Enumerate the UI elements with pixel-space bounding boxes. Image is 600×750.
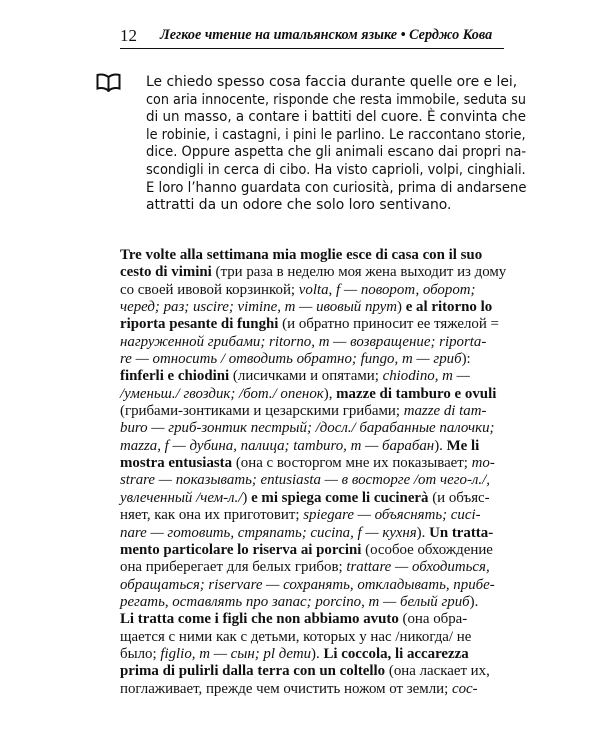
translation-text: ),	[323, 385, 337, 402]
italian-phrase: Li tratta come i figli che non abbiamo avuto	[120, 611, 399, 628]
vocabulary-note: chiodino, m —	[382, 368, 470, 385]
vocabulary-note: mazza, f — дубина, палица; tamburo, m — барабан	[120, 437, 435, 454]
commentary-line	[120, 247, 506, 264]
vocabulary-note: coc-	[451, 680, 478, 697]
italian-line: con aria innocente, risponde che resta immobile, seduta su	[146, 91, 526, 108]
translation-text: (она с восторгом мне их показывает;	[232, 455, 472, 472]
commentary-line	[120, 681, 506, 698]
commentary-line	[120, 334, 506, 351]
commentary-line	[120, 542, 506, 559]
translation-text: поглаживает, прежде чем очистить ножом от земли;	[120, 680, 452, 697]
commentary-line	[120, 629, 506, 646]
open-book-icon	[96, 72, 121, 92]
vocabulary-note: buro — гриб-зонтик пестрый; /досл./ барабанные палочки;	[120, 420, 495, 437]
commentary-line	[120, 663, 506, 680]
italian-phrase: mazze di tamburo e ovuli	[336, 385, 497, 402]
vocabulary-note: figlio, m — сын; pl дети	[160, 645, 312, 662]
commentary-line	[120, 611, 506, 628]
translation-text: няет, как она их приготовит;	[120, 507, 304, 524]
translation-text: щается с ними как с детьми, которых у нас /никогда/ не	[120, 628, 472, 645]
translation-text: ).	[416, 524, 430, 541]
commentary-line	[120, 282, 506, 299]
italian-phrase: e mi spiega come li cucinerà	[251, 489, 429, 506]
vocabulary-note: nare — готовить, стряпать; cucina, f — кухня	[120, 524, 417, 541]
translation-text: (лисичками и опятами;	[229, 368, 383, 385]
commentary-line	[120, 594, 506, 611]
vocabulary-note: увлеченный /чем-л./	[120, 489, 243, 506]
vocabulary-note: spiegare — объяснять; cuci-	[303, 507, 481, 524]
italian-phrase: mento particolare lo riserva ai porcini	[120, 541, 362, 558]
translation-text: (она обра-	[398, 611, 468, 628]
vocabulary-note: trattare — обходиться,	[346, 559, 490, 576]
translation-text: ).	[311, 645, 324, 662]
vocabulary-note: volta, f — поворот, оборот;	[298, 281, 476, 298]
italian-phrase: Li coccola, li accarezza	[323, 645, 469, 662]
page-number: 12	[120, 26, 137, 45]
page-header	[120, 24, 504, 49]
translation-text: ).	[469, 593, 479, 610]
italian-phrase: mostra entusiasta	[120, 455, 233, 472]
translation-text: (грибами-зонтиками и цезарскими грибами;	[120, 403, 404, 420]
commentary-line	[120, 490, 506, 507]
running-title: Легкое чтение на итальянском языке • Серджо Кова	[160, 27, 493, 43]
commentary-line	[120, 386, 506, 403]
translation-text: (особое обхождение	[361, 541, 493, 558]
translation-text: (и объяс-	[428, 489, 490, 506]
vocabulary-note: /уменьш./ гвоздик; /бот./ опенок	[120, 385, 324, 402]
vocabulary-note: черед; раз; uscire; vimine, m — ивовый прут	[120, 299, 398, 316]
italian-phrase: prima di pulirli dalla terra con un coltello	[120, 663, 386, 680]
commentary-line	[120, 438, 506, 455]
commentary-line	[120, 472, 506, 489]
translation-text: ).	[434, 437, 447, 454]
italian-phrase: Tre volte alla settimana mia moglie esce di casa con il suo	[120, 247, 483, 263]
translation-text: со своей ивовой корзинкой;	[120, 281, 299, 298]
translation-text: (три раза в неделю моя жена выходит из дому	[211, 264, 507, 281]
translation-text: она приберегает для белых грибов;	[120, 559, 347, 576]
italian-phrase: riporta pesante di funghi	[120, 316, 279, 333]
italian-line: le robinie, i castagni, i pini le parlino. Le raccontano storie,	[146, 126, 526, 143]
italian-line: E loro l’hanno guardata con curiosità, prima di andarsene	[146, 179, 527, 196]
vocabulary-note: обращаться; riservare — сохранять, откладывать, прибе-	[120, 576, 495, 593]
italian-paragraph	[146, 74, 526, 215]
commentary-line	[120, 368, 506, 385]
commentary-line	[120, 316, 506, 333]
italian-line: Le chiedo spesso cosa faccia durante quelle ore e lei,	[146, 74, 518, 90]
commentary-line	[120, 507, 506, 524]
vocabulary-note: нагруженной грибами; ritorno, m — возвращение; riporta-	[120, 333, 487, 350]
translation-text: ):	[461, 351, 471, 368]
vocabulary-note: mo-	[471, 455, 495, 472]
commentary-line	[120, 525, 506, 542]
italian-phrase: finferli e chiodini	[120, 368, 230, 385]
commentary-line	[120, 559, 506, 576]
translation-text: было;	[120, 645, 161, 662]
italian-phrase: cesto di vimini	[120, 264, 212, 281]
commentary-line	[120, 577, 506, 594]
translation-text: (и обратно приносит ее тяжелой =	[278, 316, 499, 333]
italian-line: dice. Oppure aspetta che gli animali escano dai propri na-	[146, 144, 527, 161]
commentary-paragraph	[120, 247, 506, 698]
vocabulary-note: strare — показывать; entusiasta — в восторге /от чего-л./,	[120, 472, 490, 489]
translation-text: )	[242, 489, 252, 506]
commentary-line	[120, 646, 506, 663]
commentary-line	[120, 299, 506, 316]
italian-phrase: Me li	[446, 437, 480, 454]
commentary-line	[120, 264, 506, 281]
translation-text: (она ласкает их,	[385, 663, 490, 680]
vocabulary-note: mazze di tam-	[403, 403, 487, 420]
vocabulary-note: регать, оставлять про запас; porcino, m — белый гриб	[120, 593, 470, 610]
italian-phrase: Un tratta-	[429, 524, 494, 541]
commentary-line	[120, 455, 506, 472]
commentary-line	[120, 351, 506, 368]
commentary-line	[120, 420, 506, 437]
vocabulary-note: re — относить / отводить обратно; fungo, m — гриб	[120, 351, 462, 368]
translation-text: )	[397, 299, 406, 316]
italian-line: scondigli in cerca di cibo. Ha visto caprioli, volpi, cinghiali.	[146, 161, 526, 178]
italian-line: di un masso, a contare i battiti del cuore. È convinta che	[146, 109, 526, 126]
italian-line: attratti da un odore che solo loro sentivano.	[146, 197, 452, 214]
italian-phrase: e al ritorno lo	[405, 299, 493, 316]
commentary-line	[120, 403, 506, 420]
